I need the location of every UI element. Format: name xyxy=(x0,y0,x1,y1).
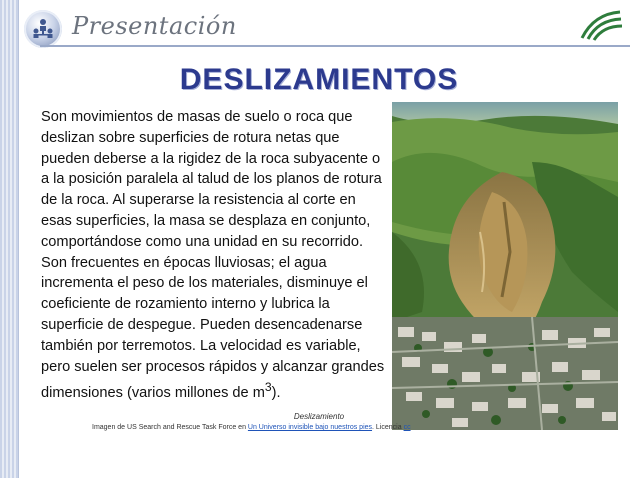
body-superscript: 3 xyxy=(264,380,272,395)
credit-prefix: Imagen de US Search and Rescue Task Force en xyxy=(92,424,248,431)
brand-logo-icon xyxy=(576,8,624,42)
credit-middle: . Licencia xyxy=(372,424,404,431)
photo-credit xyxy=(92,424,411,431)
presentation-logo-icon xyxy=(24,10,62,48)
slide-title: DESLIZAMIENTOS xyxy=(179,63,459,96)
body-main-text: Son movimientos de masas de suelo o roca que deslizan sobre superficies de rotura netas que pueden deberse a la rigidez de la roca subyacente o a la posición paralela al talud de los planos de rotura de la roca. Al superarse la resistencia al corte en esas superficies, la masa se desplaza en conjunto, comportándose como una unidad en su recorrido. Son frecuentes en épocas lluviosas; el agua incrementa el peso de los materiales, disminuye el coeficiente de rozamiento interno y lubrica la superficie de despegue. Pueden desencadenarse también por terremotos. La velocidad es variable, pero suelen ser procesos rápidos y alcanzar grandes dimensiones (varios millones de m xyxy=(41,109,385,402)
credit-source-link[interactable]: Un Universo invisible bajo nuestros pies xyxy=(247,424,373,431)
landslide-photo xyxy=(392,102,618,430)
license-link[interactable]: cc xyxy=(403,424,411,431)
people-icon xyxy=(30,16,56,42)
body-end-text: ). xyxy=(271,385,281,402)
header-divider xyxy=(40,45,630,47)
slide-body-text xyxy=(41,107,386,404)
header-title: Presentación xyxy=(72,12,237,40)
photo-caption: Deslizamiento xyxy=(293,412,345,421)
